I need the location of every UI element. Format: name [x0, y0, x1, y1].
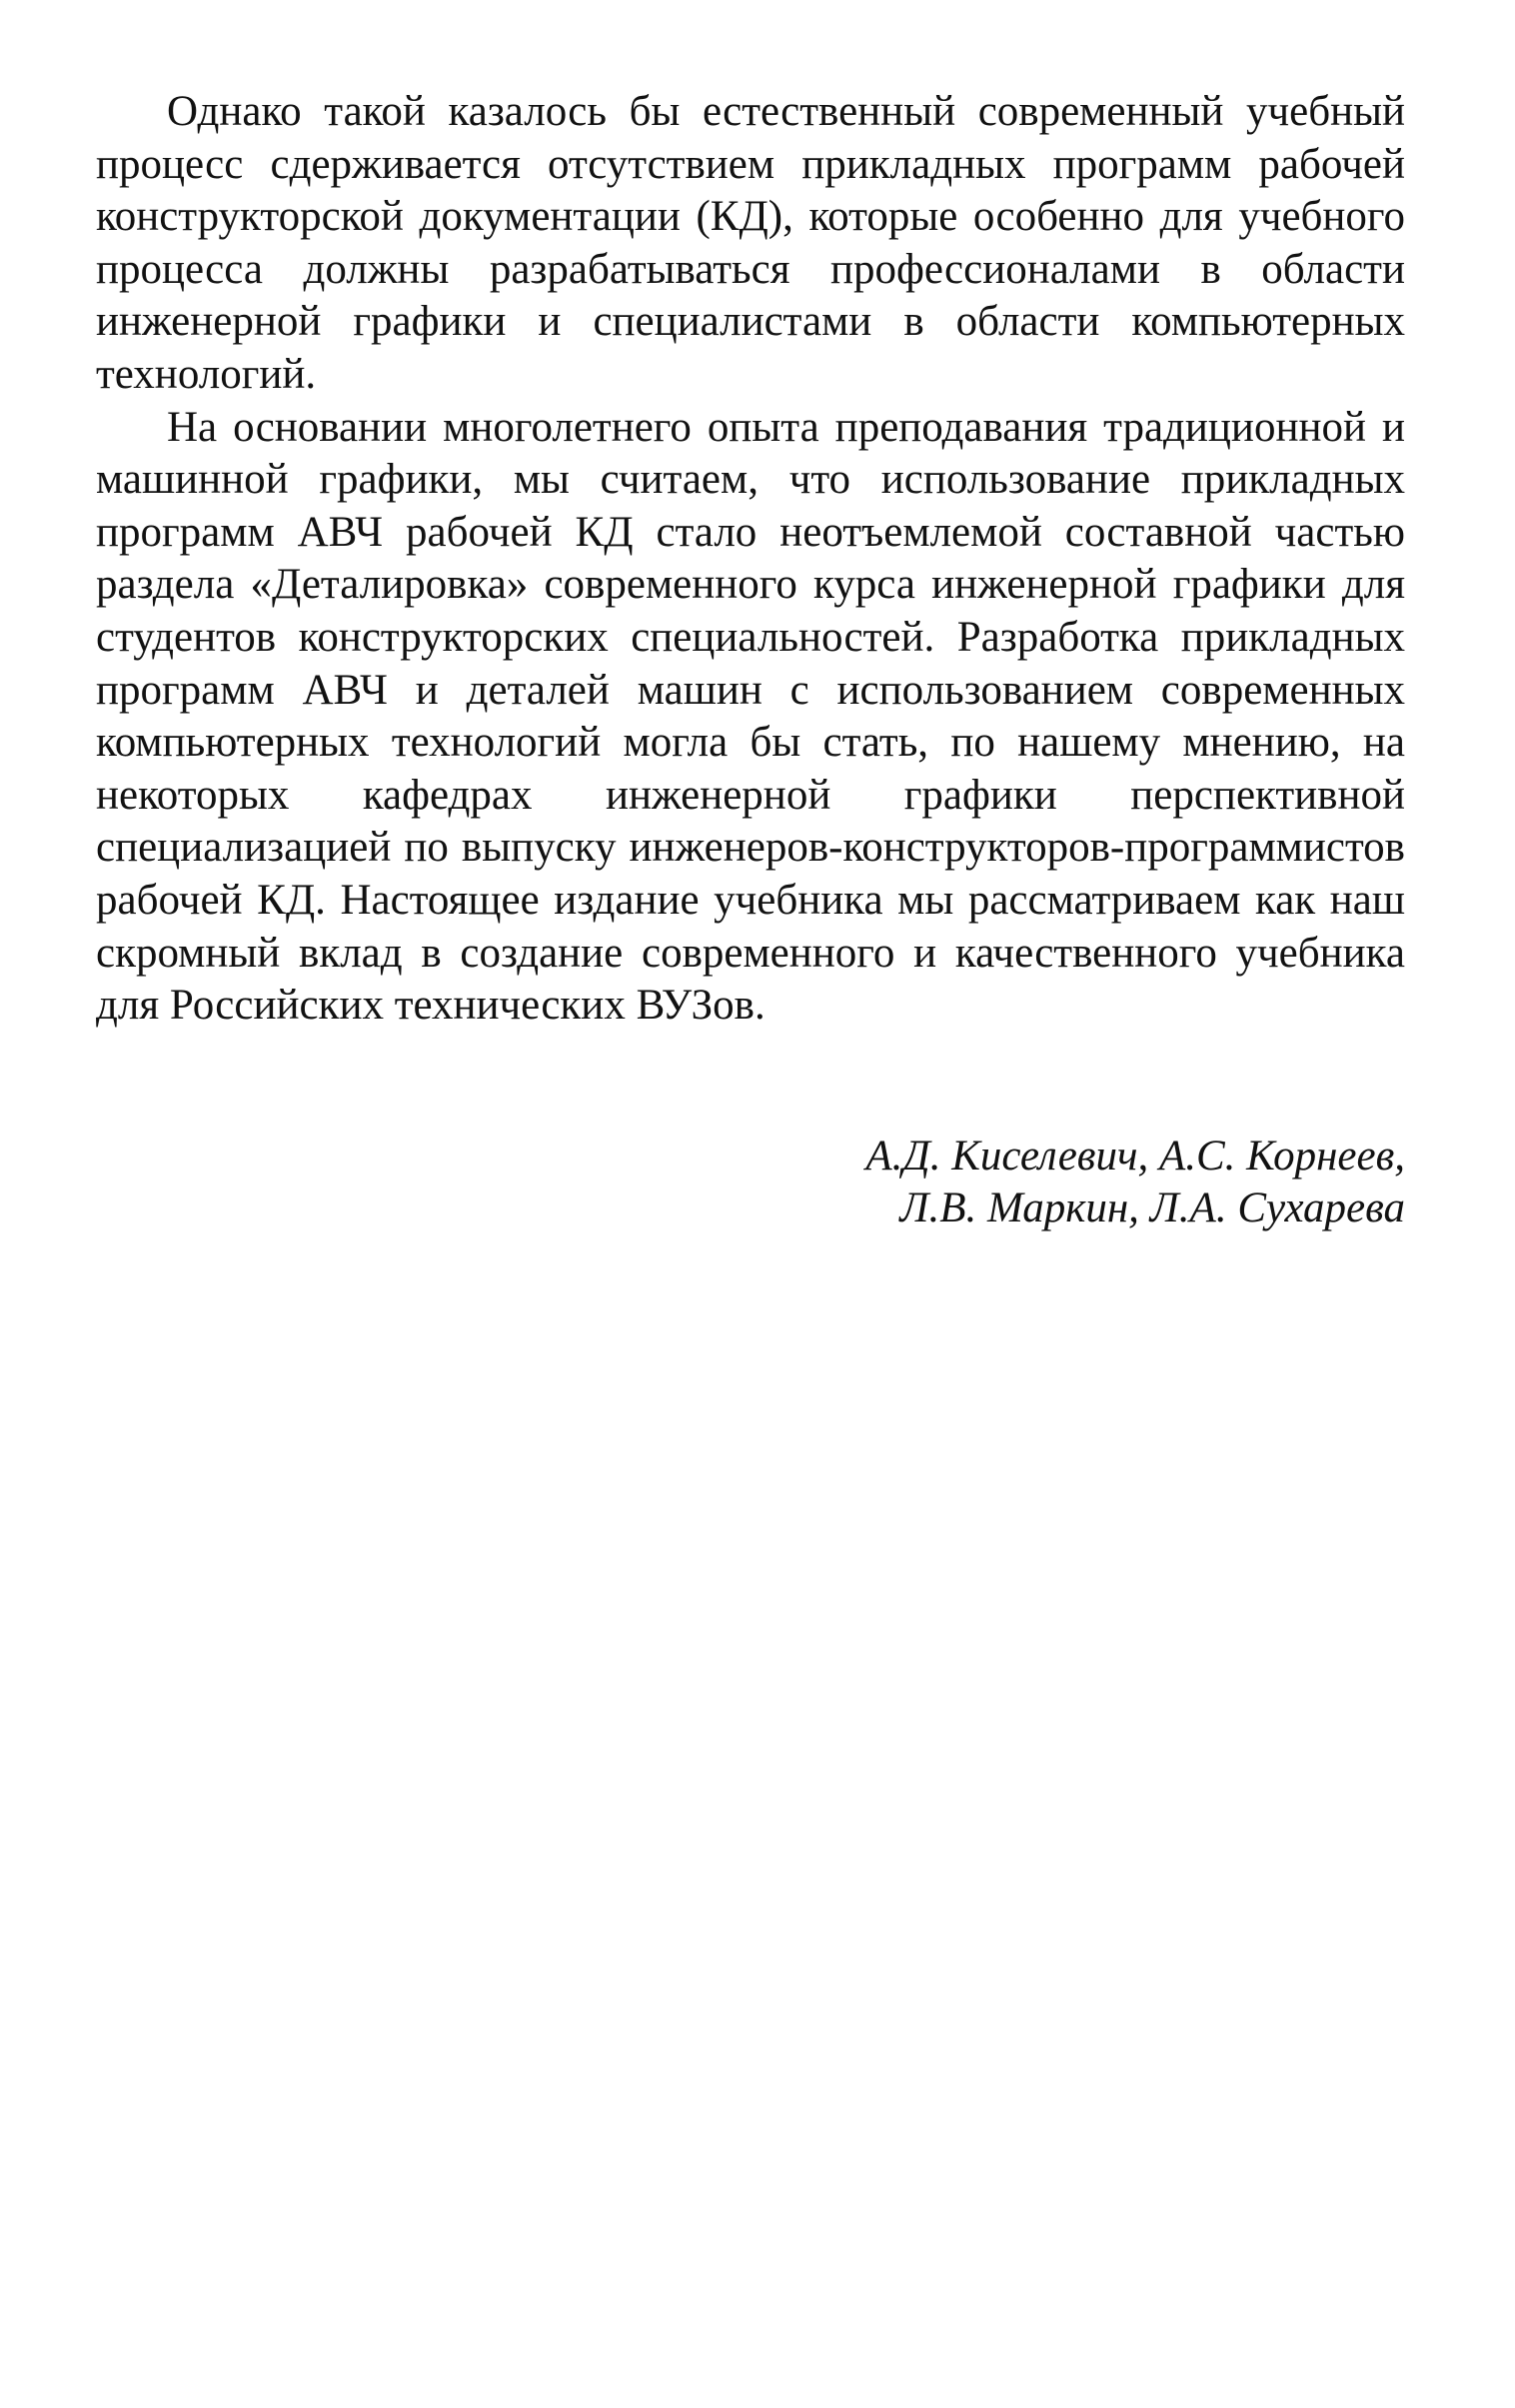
- body-text: [96, 86, 1405, 1033]
- signature-line-1: А.Д. Киселевич, А.С. Корнеев,: [865, 1133, 1405, 1180]
- paragraph-2: На основании многолетнего опыта преподавания традиционной и машинной графики, мы считаем, что использование прикладных программ АВЧ рабочей КД стало неотъемлемой составной частью раздела «Деталировка» современного курса инженерной графики для студентов конструкторских специальностей. Разработка прикладных программ АВЧ и деталей машин с использованием современных компьютерных технологий могла бы стать, по нашему мнению, на некоторых кафедрах инженерной графики перспективной специализацией по выпуску инженеров-конструкторов-программистов рабочей КД. Настоящее издание учебника мы рассматриваем как наш скромный вклад в создание современного и качественного учебника для Российских технических ВУЗов.: [96, 403, 1405, 1030]
- authors-signature: [865, 1131, 1405, 1234]
- paragraph-1: Однако такой казалось бы естественный современный учебный процесс сдерживается отсутствием прикладных программ рабочей конструкторской документации (КД), которые особенно для учебного процесса должны разрабатываться профессионалами в области инженерной графики и специалистами в области компьютерных технологий.: [96, 88, 1405, 398]
- signature-line-2: Л.В. Маркин, Л.А. Сухарева: [899, 1185, 1405, 1231]
